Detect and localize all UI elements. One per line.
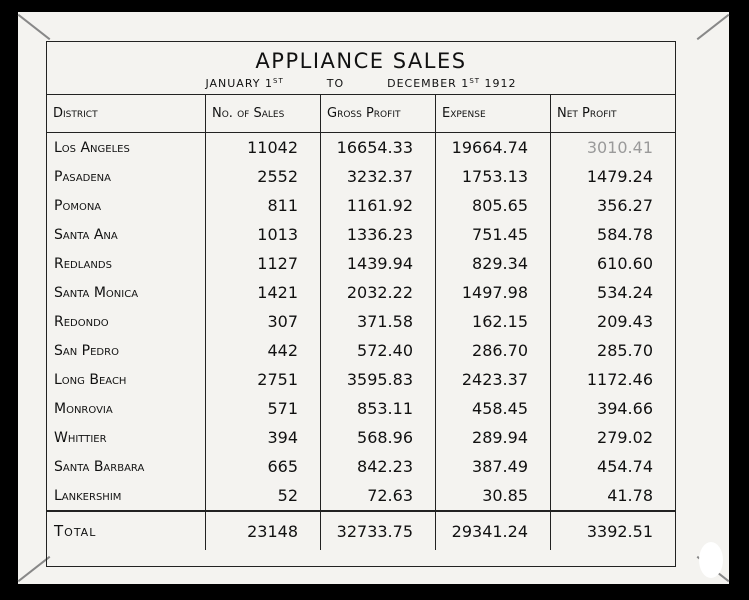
cell-gross: 572.40 (321, 336, 436, 365)
header-row (47, 95, 675, 133)
cell-gross: 3595.83 (321, 365, 436, 394)
column-header-expense: Expense (436, 95, 551, 133)
cell-district: Pasadena (54, 168, 111, 185)
cell-net: 41.78 (551, 481, 676, 511)
corner-line (697, 14, 730, 40)
cell-district: Santa Ana (54, 226, 118, 243)
cell-district: Pomona (54, 197, 102, 214)
sales-board (18, 12, 729, 584)
cell-sales: 1013 (206, 220, 321, 249)
cell-net: 1172.46 (551, 365, 676, 394)
total-sales: 23148 (206, 511, 321, 550)
cell-sales: 1421 (206, 278, 321, 307)
total-gross: 32733.75 (321, 511, 436, 550)
cell-sales: 2552 (206, 162, 321, 191)
cell-net: 279.02 (551, 423, 676, 452)
cell-district: Lankershim (54, 487, 122, 504)
table-row (47, 278, 675, 307)
cell-sales: 571 (206, 394, 321, 423)
cell-gross: 853.11 (321, 394, 436, 423)
cell-net: 394.66 (551, 394, 676, 423)
cell-expense: 30.85 (436, 481, 551, 511)
cell-district: Santa Barbara (54, 458, 145, 475)
sales-table (47, 94, 675, 550)
column-header-gross: Gross Profit (321, 95, 436, 133)
cell-gross: 371.58 (321, 307, 436, 336)
table-row (47, 191, 675, 220)
table-row (47, 423, 675, 452)
sales-table-frame (46, 41, 676, 567)
cell-net: 1479.24 (551, 162, 676, 191)
cell-net: 3010.41 (551, 133, 676, 163)
cell-gross: 1336.23 (321, 220, 436, 249)
table-row (47, 394, 675, 423)
cell-sales: 811 (206, 191, 321, 220)
cell-sales: 1127 (206, 249, 321, 278)
table-row (47, 249, 675, 278)
cell-expense: 751.45 (436, 220, 551, 249)
page-title: APPLIANCE SALES (255, 49, 467, 73)
table-row (47, 162, 675, 191)
table-row (47, 336, 675, 365)
cell-gross: 2032.22 (321, 278, 436, 307)
cell-expense: 1497.98 (436, 278, 551, 307)
cell-expense: 1753.13 (436, 162, 551, 191)
date-until: DECEMBER 1ST 1912 (387, 77, 517, 90)
cell-sales: 665 (206, 452, 321, 481)
cell-expense: 2423.37 (436, 365, 551, 394)
table-row (47, 307, 675, 336)
cell-district: Whittier (54, 429, 107, 446)
cell-expense: 805.65 (436, 191, 551, 220)
total-district: Total (47, 511, 206, 550)
cell-net: 285.70 (551, 336, 676, 365)
table-row (47, 133, 675, 163)
cell-district: Redlands (54, 255, 112, 272)
cell-gross: 3232.37 (321, 162, 436, 191)
total-expense: 29341.24 (436, 511, 551, 550)
cell-sales: 307 (206, 307, 321, 336)
cell-district: Santa Monica (54, 284, 139, 301)
cell-expense: 829.34 (436, 249, 551, 278)
cell-district: Los Angeles (54, 139, 130, 156)
cell-sales: 394 (206, 423, 321, 452)
cell-district: Long Beach (54, 371, 127, 388)
cell-gross: 568.96 (321, 423, 436, 452)
column-header-sales: No. of Sales (206, 95, 321, 133)
cell-sales: 442 (206, 336, 321, 365)
cell-sales: 52 (206, 481, 321, 511)
cell-net: 209.43 (551, 307, 676, 336)
cell-gross: 1161.92 (321, 191, 436, 220)
cell-net: 534.24 (551, 278, 676, 307)
cell-net: 584.78 (551, 220, 676, 249)
total-row (47, 511, 675, 550)
corner-line (18, 14, 51, 40)
cell-district: Monrovia (54, 400, 113, 417)
cell-district: Redondo (54, 313, 109, 330)
date-range (47, 77, 675, 90)
date-to-word: TO (326, 77, 345, 90)
cell-expense: 289.94 (436, 423, 551, 452)
cell-gross: 1439.94 (321, 249, 436, 278)
cell-expense: 19664.74 (436, 133, 551, 163)
total-net: 3392.51 (551, 511, 676, 550)
white-spot (699, 542, 723, 578)
cell-expense: 458.45 (436, 394, 551, 423)
cell-net: 356.27 (551, 191, 676, 220)
table-row (47, 481, 675, 511)
cell-district: San Pedro (54, 342, 119, 359)
cell-gross: 16654.33 (321, 133, 436, 163)
column-header-net: Net Profit (551, 95, 676, 133)
cell-gross: 72.63 (321, 481, 436, 511)
cell-sales: 2751 (206, 365, 321, 394)
table-row (47, 365, 675, 394)
table-row (47, 220, 675, 249)
cell-net: 610.60 (551, 249, 676, 278)
table-row (47, 452, 675, 481)
cell-expense: 286.70 (436, 336, 551, 365)
cell-gross: 842.23 (321, 452, 436, 481)
column-header-district: District (47, 95, 206, 133)
cell-expense: 162.15 (436, 307, 551, 336)
cell-sales: 11042 (206, 133, 321, 163)
cell-net: 454.74 (551, 452, 676, 481)
cell-expense: 387.49 (436, 452, 551, 481)
date-from: JANUARY 1ST (205, 77, 284, 90)
